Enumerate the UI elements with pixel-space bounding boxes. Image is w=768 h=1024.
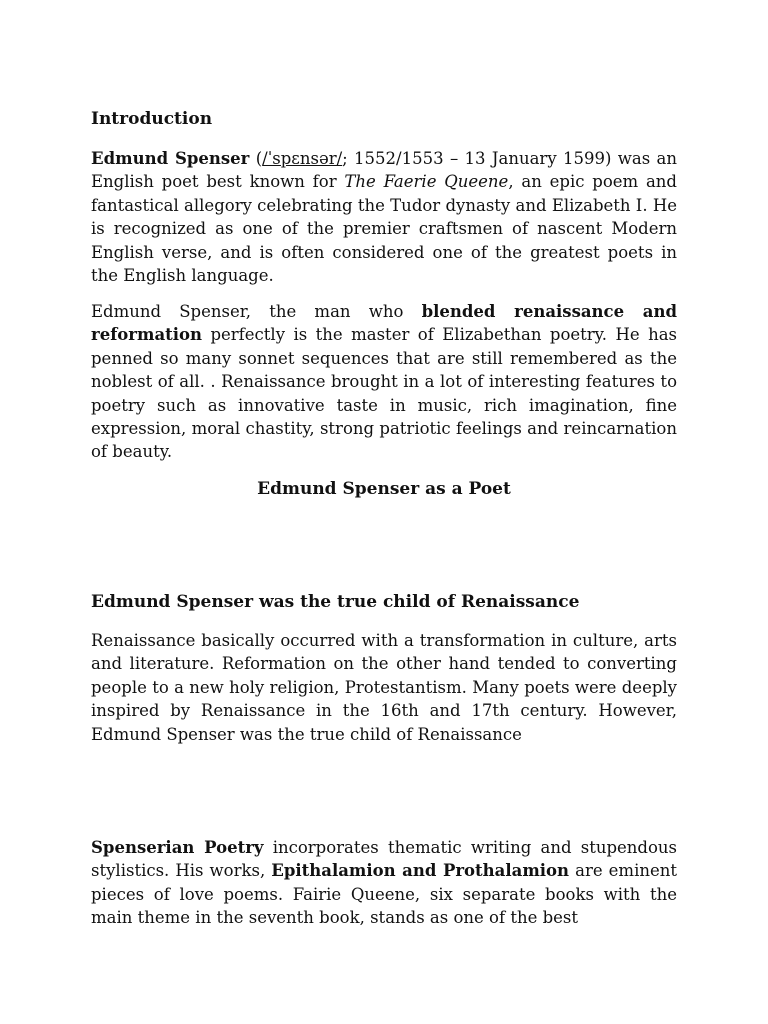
intro-dates-text: ; 1552/1553 – 13 January 1599) was an English poet best known for bbox=[91, 149, 677, 192]
faerie-queene-title: The Faerie Queene bbox=[344, 172, 509, 192]
second-para-rest: perfectly is the master of Elizabethan poetry. He has penned so many sonnet sequences that are still remembered as the noblest of all. . Renaissance brought in a lot of interesting features to poetry such as innovative taste in music, rich imagination, fine expression, moral chastity, strong patriotic feelings and reincarnation of beauty. bbox=[91, 325, 677, 462]
intro-open-paren: ( bbox=[249, 149, 263, 168]
poetry-text-1: incorporates thematic writing and stupendous stylistics. His works, bbox=[91, 838, 678, 881]
poetry-text-2: are eminent pieces of love poems. Fairie Queene, six separate books with the main theme in the seventh book, stands as one of the best bbox=[91, 861, 677, 928]
spenserian-poetry-paragraph bbox=[91, 836, 677, 930]
spenserian-poetry-term: Spenserian Poetry bbox=[91, 838, 264, 857]
intro-rest-text: , an epic poem and fantastical allegory celebrating the Tudor dynasty and Elizabeth I. He is recognized as one of the premier craftsmen of nascent Modern English verse, and is often considered one of the greatest poets in the English language. bbox=[91, 172, 677, 286]
second-para-lead: Edmund Spenser, the man who bbox=[91, 302, 422, 321]
intro-paragraph bbox=[91, 147, 677, 287]
renaissance-reformation-paragraph bbox=[91, 300, 677, 464]
ipa-pronunciation-link[interactable]: /ˈspɛnsər/ bbox=[262, 149, 343, 168]
epithalamion-prothalamion: Epithalamion and Prothalamion bbox=[271, 861, 570, 881]
poet-name: Edmund Spenser bbox=[91, 149, 250, 168]
poet-section-heading: Edmund Spenser as a Poet bbox=[257, 479, 511, 499]
blended-phrase: blended renaissance and reformation bbox=[91, 302, 678, 345]
true-child-paragraph: Renaissance basically occurred with a transformation in culture, arts and literature. Reformation on the other hand tended to converting people to a new holy religion, Protestantism. Many poets were deeply inspired by Renaissance in the 16th and 17th century. However, Edmund Spenser was the true child of Renaissance bbox=[91, 631, 677, 744]
introduction-heading: Introduction bbox=[91, 109, 213, 129]
true-child-heading: Edmund Spenser was the true child of Renaissance bbox=[91, 592, 580, 612]
